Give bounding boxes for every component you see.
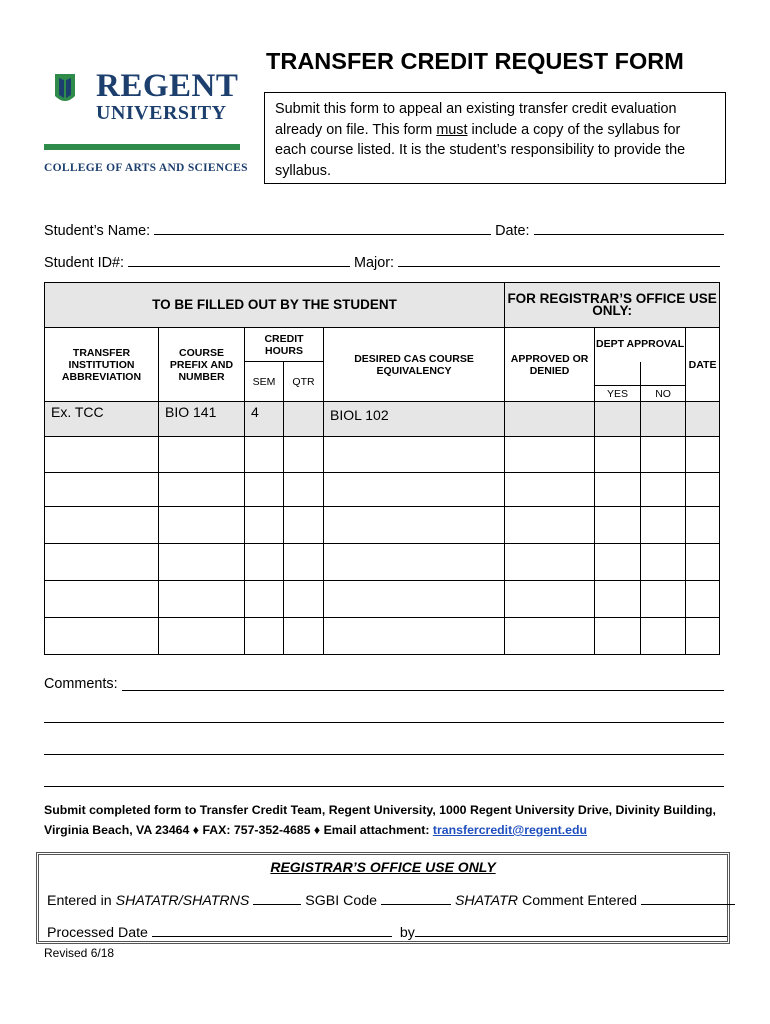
intro-text-1: Submit this form to appeal an existing transfer credit evaluation already on file. This form (275, 101, 677, 138)
regent-logo (44, 66, 248, 181)
example-approved (505, 402, 595, 437)
cell[interactable] (324, 581, 505, 618)
cell[interactable] (505, 473, 595, 507)
example-date (686, 402, 720, 437)
cell[interactable] (595, 544, 641, 581)
table-row (45, 581, 720, 618)
entered-row (47, 889, 735, 909)
cell[interactable] (245, 581, 284, 618)
cell[interactable] (45, 544, 159, 581)
comment-italic: SHATATR (454, 893, 518, 909)
processed-label: Processed Date (47, 925, 148, 941)
id-field[interactable] (128, 251, 350, 267)
registrar-box (36, 852, 730, 944)
cell[interactable] (159, 618, 245, 655)
cell[interactable] (324, 618, 505, 655)
comments-line-3[interactable] (44, 754, 724, 755)
cell[interactable] (324, 473, 505, 507)
course-table (44, 282, 720, 655)
id-label: Student ID#: (44, 255, 124, 271)
processed-field[interactable] (152, 921, 392, 937)
sgbi-field[interactable] (381, 889, 451, 905)
table-row (45, 544, 720, 581)
entered-label: Entered in (47, 893, 116, 909)
cell[interactable] (686, 618, 720, 655)
cell[interactable] (324, 544, 505, 581)
cell[interactable] (686, 544, 720, 581)
cell[interactable] (245, 618, 284, 655)
cell[interactable] (324, 437, 505, 473)
col-qtr: QTR (284, 362, 324, 402)
sgbi-label: SGBI Code (305, 893, 378, 909)
id-major-row (44, 251, 720, 271)
date-label: Date: (495, 223, 530, 239)
processed-row (47, 921, 727, 941)
col-yes (595, 362, 641, 402)
cell[interactable] (159, 581, 245, 618)
table-row-example (45, 402, 720, 437)
col-dept: DEPT APPROVAL (595, 328, 686, 362)
cell[interactable] (245, 437, 284, 473)
table-row (45, 437, 720, 473)
name-field[interactable] (154, 219, 491, 235)
cell[interactable] (686, 507, 720, 544)
table-row (45, 473, 720, 507)
cell[interactable] (505, 618, 595, 655)
cell[interactable] (686, 581, 720, 618)
col-yes-label: YES (595, 385, 641, 401)
cell[interactable] (45, 618, 159, 655)
by-field[interactable] (415, 921, 727, 937)
major-label: Major: (354, 255, 394, 271)
comments-label: Comments: (44, 676, 118, 692)
revised-date: Revised 6/18 (44, 946, 115, 960)
cell[interactable] (284, 544, 324, 581)
comments-line-1[interactable] (122, 690, 724, 691)
cell[interactable] (595, 618, 641, 655)
col-institution: TRANSFER INSTITUTION ABBREVIATION (45, 328, 159, 402)
cell[interactable] (45, 581, 159, 618)
col-no (641, 362, 686, 402)
shield-book-icon (54, 72, 76, 108)
cell[interactable] (505, 544, 595, 581)
cell[interactable] (595, 473, 641, 507)
name-date-row (44, 219, 724, 239)
cell[interactable] (595, 581, 641, 618)
cell[interactable] (284, 618, 324, 655)
intro-text-2: include a copy of the syllabus for each course listed. It is the student’s responsibility to provide the syllabus. (275, 121, 686, 179)
entered-italic: SHATATR/SHATRNS (115, 893, 250, 909)
cell[interactable] (505, 581, 595, 618)
cell[interactable] (159, 473, 245, 507)
submit-instructions (44, 800, 724, 840)
registrar-header: FOR REGISTRAR’S OFFICE USE ONLY: (505, 283, 720, 328)
example-course: BIO 141 (159, 402, 245, 437)
registrar-title: REGISTRAR’S OFFICE USE ONLY (270, 859, 496, 875)
cell[interactable] (45, 507, 159, 544)
cell[interactable] (284, 507, 324, 544)
cell[interactable] (245, 507, 284, 544)
intro-must: must (436, 121, 468, 138)
col-credit: CREDIT HOURS (245, 328, 324, 362)
date-field[interactable] (534, 219, 724, 235)
example-desired: BIOL 102 (324, 402, 505, 437)
cell[interactable] (159, 544, 245, 581)
example-sem: 4 (245, 402, 284, 437)
table-row (45, 618, 720, 655)
comment-label: Comment Entered (518, 893, 638, 909)
col-no-label: NO (641, 385, 685, 401)
cell[interactable] (595, 507, 641, 544)
col-desired: DESIRED CAS COURSE EQUIVALENCY (324, 328, 505, 402)
cell[interactable] (641, 581, 686, 618)
major-field[interactable] (398, 251, 720, 267)
cell[interactable] (245, 544, 284, 581)
cell[interactable] (159, 507, 245, 544)
form-title: TRANSFER CREDIT REQUEST FORM (266, 48, 684, 74)
comment-field[interactable] (641, 889, 735, 905)
entered-field[interactable] (253, 889, 301, 905)
logo-name: REGENT (96, 68, 239, 104)
example-qtr (284, 402, 324, 437)
comments-line-2[interactable] (44, 722, 724, 723)
example-no (641, 402, 686, 437)
by-label: by (399, 925, 415, 941)
example-institution: Ex. TCC (45, 402, 159, 437)
cell[interactable] (284, 437, 324, 473)
logo-college: COLLEGE OF ARTS AND SCIENCES (44, 162, 248, 174)
cell[interactable] (505, 437, 595, 473)
cell[interactable] (284, 581, 324, 618)
table-row (45, 507, 720, 544)
cell[interactable] (641, 473, 686, 507)
cell[interactable] (159, 437, 245, 473)
cell[interactable] (245, 473, 284, 507)
cell[interactable] (641, 544, 686, 581)
cell[interactable] (45, 473, 159, 507)
col-date: DATE (686, 328, 720, 402)
logo-university: UNIVERSITY (96, 102, 227, 124)
cell[interactable] (686, 473, 720, 507)
cell[interactable] (641, 437, 686, 473)
intro-box (264, 92, 726, 184)
cell[interactable] (505, 507, 595, 544)
name-label: Student’s Name: (44, 223, 151, 239)
col-approved: APPROVED OR DENIED (505, 328, 595, 402)
cell[interactable] (45, 437, 159, 473)
cell[interactable] (595, 437, 641, 473)
col-sem: SEM (245, 362, 284, 402)
cell[interactable] (324, 507, 505, 544)
cell[interactable] (641, 618, 686, 655)
comments-line-4[interactable] (44, 786, 724, 787)
email-link[interactable]: transfercredit@regent.edu (432, 823, 588, 837)
cell[interactable] (641, 507, 686, 544)
logo-bar (44, 144, 240, 150)
cell[interactable] (686, 437, 720, 473)
col-course: COURSE PREFIX AND NUMBER (159, 328, 245, 402)
student-header: TO BE FILLED OUT BY THE STUDENT (45, 283, 505, 328)
submit-text: Submit completed form to Transfer Credit Team, Regent University, 1000 Regent University Drive, Divinity Building, Virginia Beach, VA 23464 ♦ FAX: 757-352-4685 ♦ Email attachment: (44, 803, 716, 837)
cell[interactable] (284, 473, 324, 507)
example-yes (595, 402, 641, 437)
